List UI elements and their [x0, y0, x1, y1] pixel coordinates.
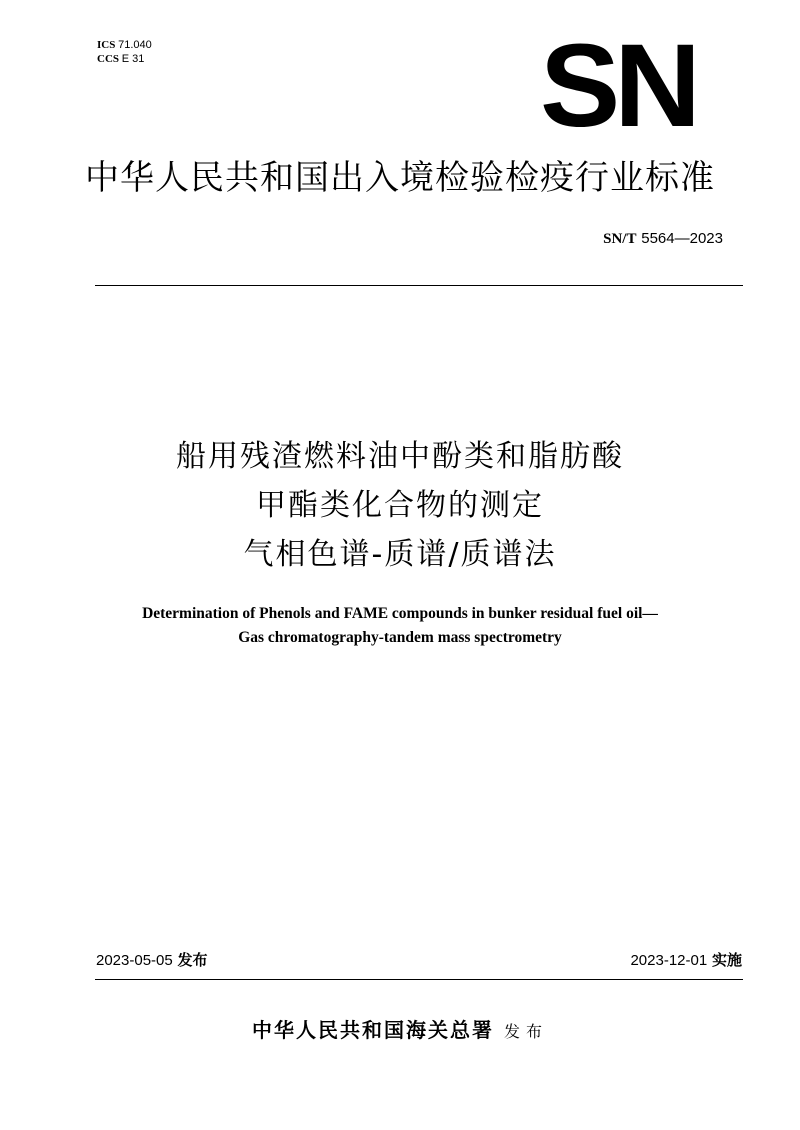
- sn-logo: SN: [540, 20, 695, 152]
- ics-code: [97, 38, 152, 52]
- title-cn-line-3: 气相色谱-质谱/质谱法: [243, 537, 557, 572]
- implement-date-value: 2023-12-01: [630, 952, 708, 969]
- title-en-line-2: Gas chromatography-tandem mass spectrometry: [238, 629, 562, 646]
- classification-codes: [97, 38, 152, 66]
- ccs-label: CCS: [97, 53, 120, 65]
- org-title: 中华人民共和国出入境检验检疫行业标准: [85, 158, 715, 198]
- bottom-divider: [95, 979, 743, 980]
- standard-prefix: SN/T: [603, 231, 637, 247]
- implement-date-word: 实施: [711, 951, 742, 969]
- issuer-name: 中华人民共和国海关总署: [251, 1018, 494, 1042]
- standard-number: [603, 228, 723, 249]
- standard-code: 5564—2023: [641, 230, 723, 247]
- publish-date-value: 2023-05-05: [96, 952, 173, 969]
- title-cn-line-2: 甲酯类化合物的测定: [256, 488, 544, 523]
- publish-date: [96, 950, 208, 971]
- ccs-code: [97, 52, 152, 66]
- title-en-line-1: Determination of Phenols and FAME compounds in bunker residual fuel oil—: [142, 605, 658, 622]
- top-divider: [95, 285, 743, 286]
- issuer: [0, 1016, 800, 1046]
- ics-value: 71.040: [118, 39, 152, 51]
- title-cn-line-1: 船用残渣燃料油中酚类和脂肪酸: [176, 439, 624, 474]
- ics-label: ICS: [97, 39, 116, 51]
- ccs-value: E 31: [121, 53, 145, 65]
- publish-date-word: 发布: [177, 951, 208, 969]
- implement-date: [630, 950, 742, 971]
- issuer-word: 发布: [503, 1022, 548, 1041]
